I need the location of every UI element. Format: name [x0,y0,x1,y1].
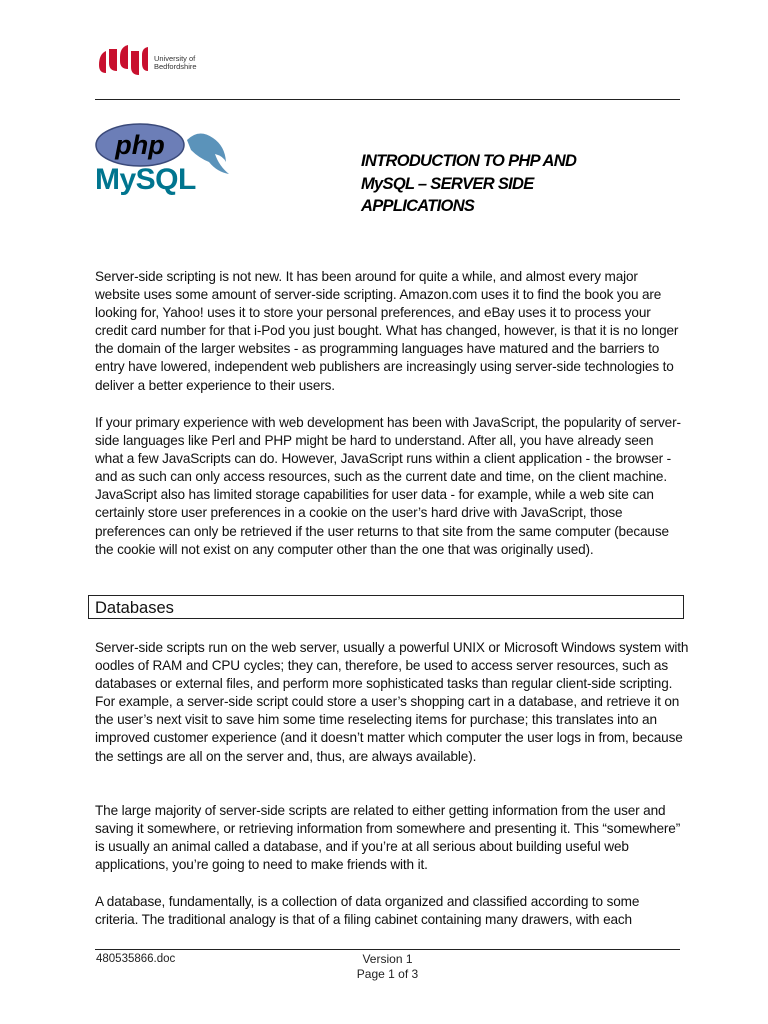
intro-paragraph-1: Server-side scripting is not new. It has been around for quite a while, and almost every major website uses some amount of server-side scripting. Amazon.com uses it to find the book you are looking for, Yahoo! uses it to store your personal preferences, and eBay uses it to process your credit card number for that i-Pod you just bought. What has changed, however, is that it is no longer the domain of the larger websites - as programming languages have matured and the barriers to entry have lowered, independent web publishers are increasingly using server-side technologies to deliver a better experience to their users. [95,269,679,393]
title-line2: MySQL – SERVER SIDE [361,174,534,193]
php-mysql-logo [95,122,240,202]
footer-version-page [330,952,445,982]
university-logo [97,44,197,82]
section-heading-box [88,595,684,619]
university-name-line2: Bedfordshire [154,62,197,71]
title-line1: INTRODUCTION TO PHP AND [361,152,577,170]
footer-page-number: Page 1 of 3 [356,967,419,981]
mysql-logo-text: MySQL [95,163,196,196]
databases-paragraph-3: A database, fundamentally, is a collection of data organized and classified according to some criteria. The traditional analogy is that of a filing cabinet containing many drawers, with each [95,894,640,928]
databases-paragraph-2: The large majority of server-side scripts are related to either getting information from the user and saving it somewhere, or retrieving information from somewhere and presenting it. This “somewhere” is usually an animal called a database, and if you’re at all serious about building useful web applications, you’re going to need to make friends with it. [95,803,681,873]
university-logo-mark-icon [97,45,149,81]
title-line3: APPLICATIONS [361,197,475,215]
php-logo-text: php [115,130,165,160]
intro-paragraph-2: If your primary experience with web development has been with JavaScript, the popularity of server-side languages like Perl and PHP might be hard to understand. After all, you have already seen what a few JavaScripts can do. However, JavaScript runs within a client application - the browser - and as such can only access resources, such as the current date and time, on the client machine. JavaScript also has limited storage capabilities for user data - for example, while a web site can certainly store user preferences in a cookie on the user’s hard drive with JavaScript, those preferences can only be retrieved if the user returns to that site from the same computer (because the cookie will not exist on any computer other than the one that was originally used). [95,415,681,557]
footer-rule [95,949,680,950]
databases-paragraph-1: Server-side scripts run on the web server, usually a powerful UNIX or Microsoft Windows system with oodles of RAM and CPU cycles; they can, therefore, be used to access server resources, such as databases or external files, and perform more sophisticated tasks than regular client-side scripting. For example, a server-side script could store a user’s shopping cart in a database, and retrieve it on the user’s next visit to save him some time reselecting items for purchase; this translates into an improved customer experience (and it doesn’t matter which computer the user logs in from, because the settings are all on the server and, thus, are always available). [95,640,689,764]
university-name-line1: University of [154,54,196,63]
footer-filename: 480535866.doc [96,953,176,965]
university-name [154,55,197,71]
document-title [361,150,661,218]
section-heading: Databases [95,599,174,617]
footer-version: Version 1 [362,952,413,966]
header-rule [95,99,680,100]
